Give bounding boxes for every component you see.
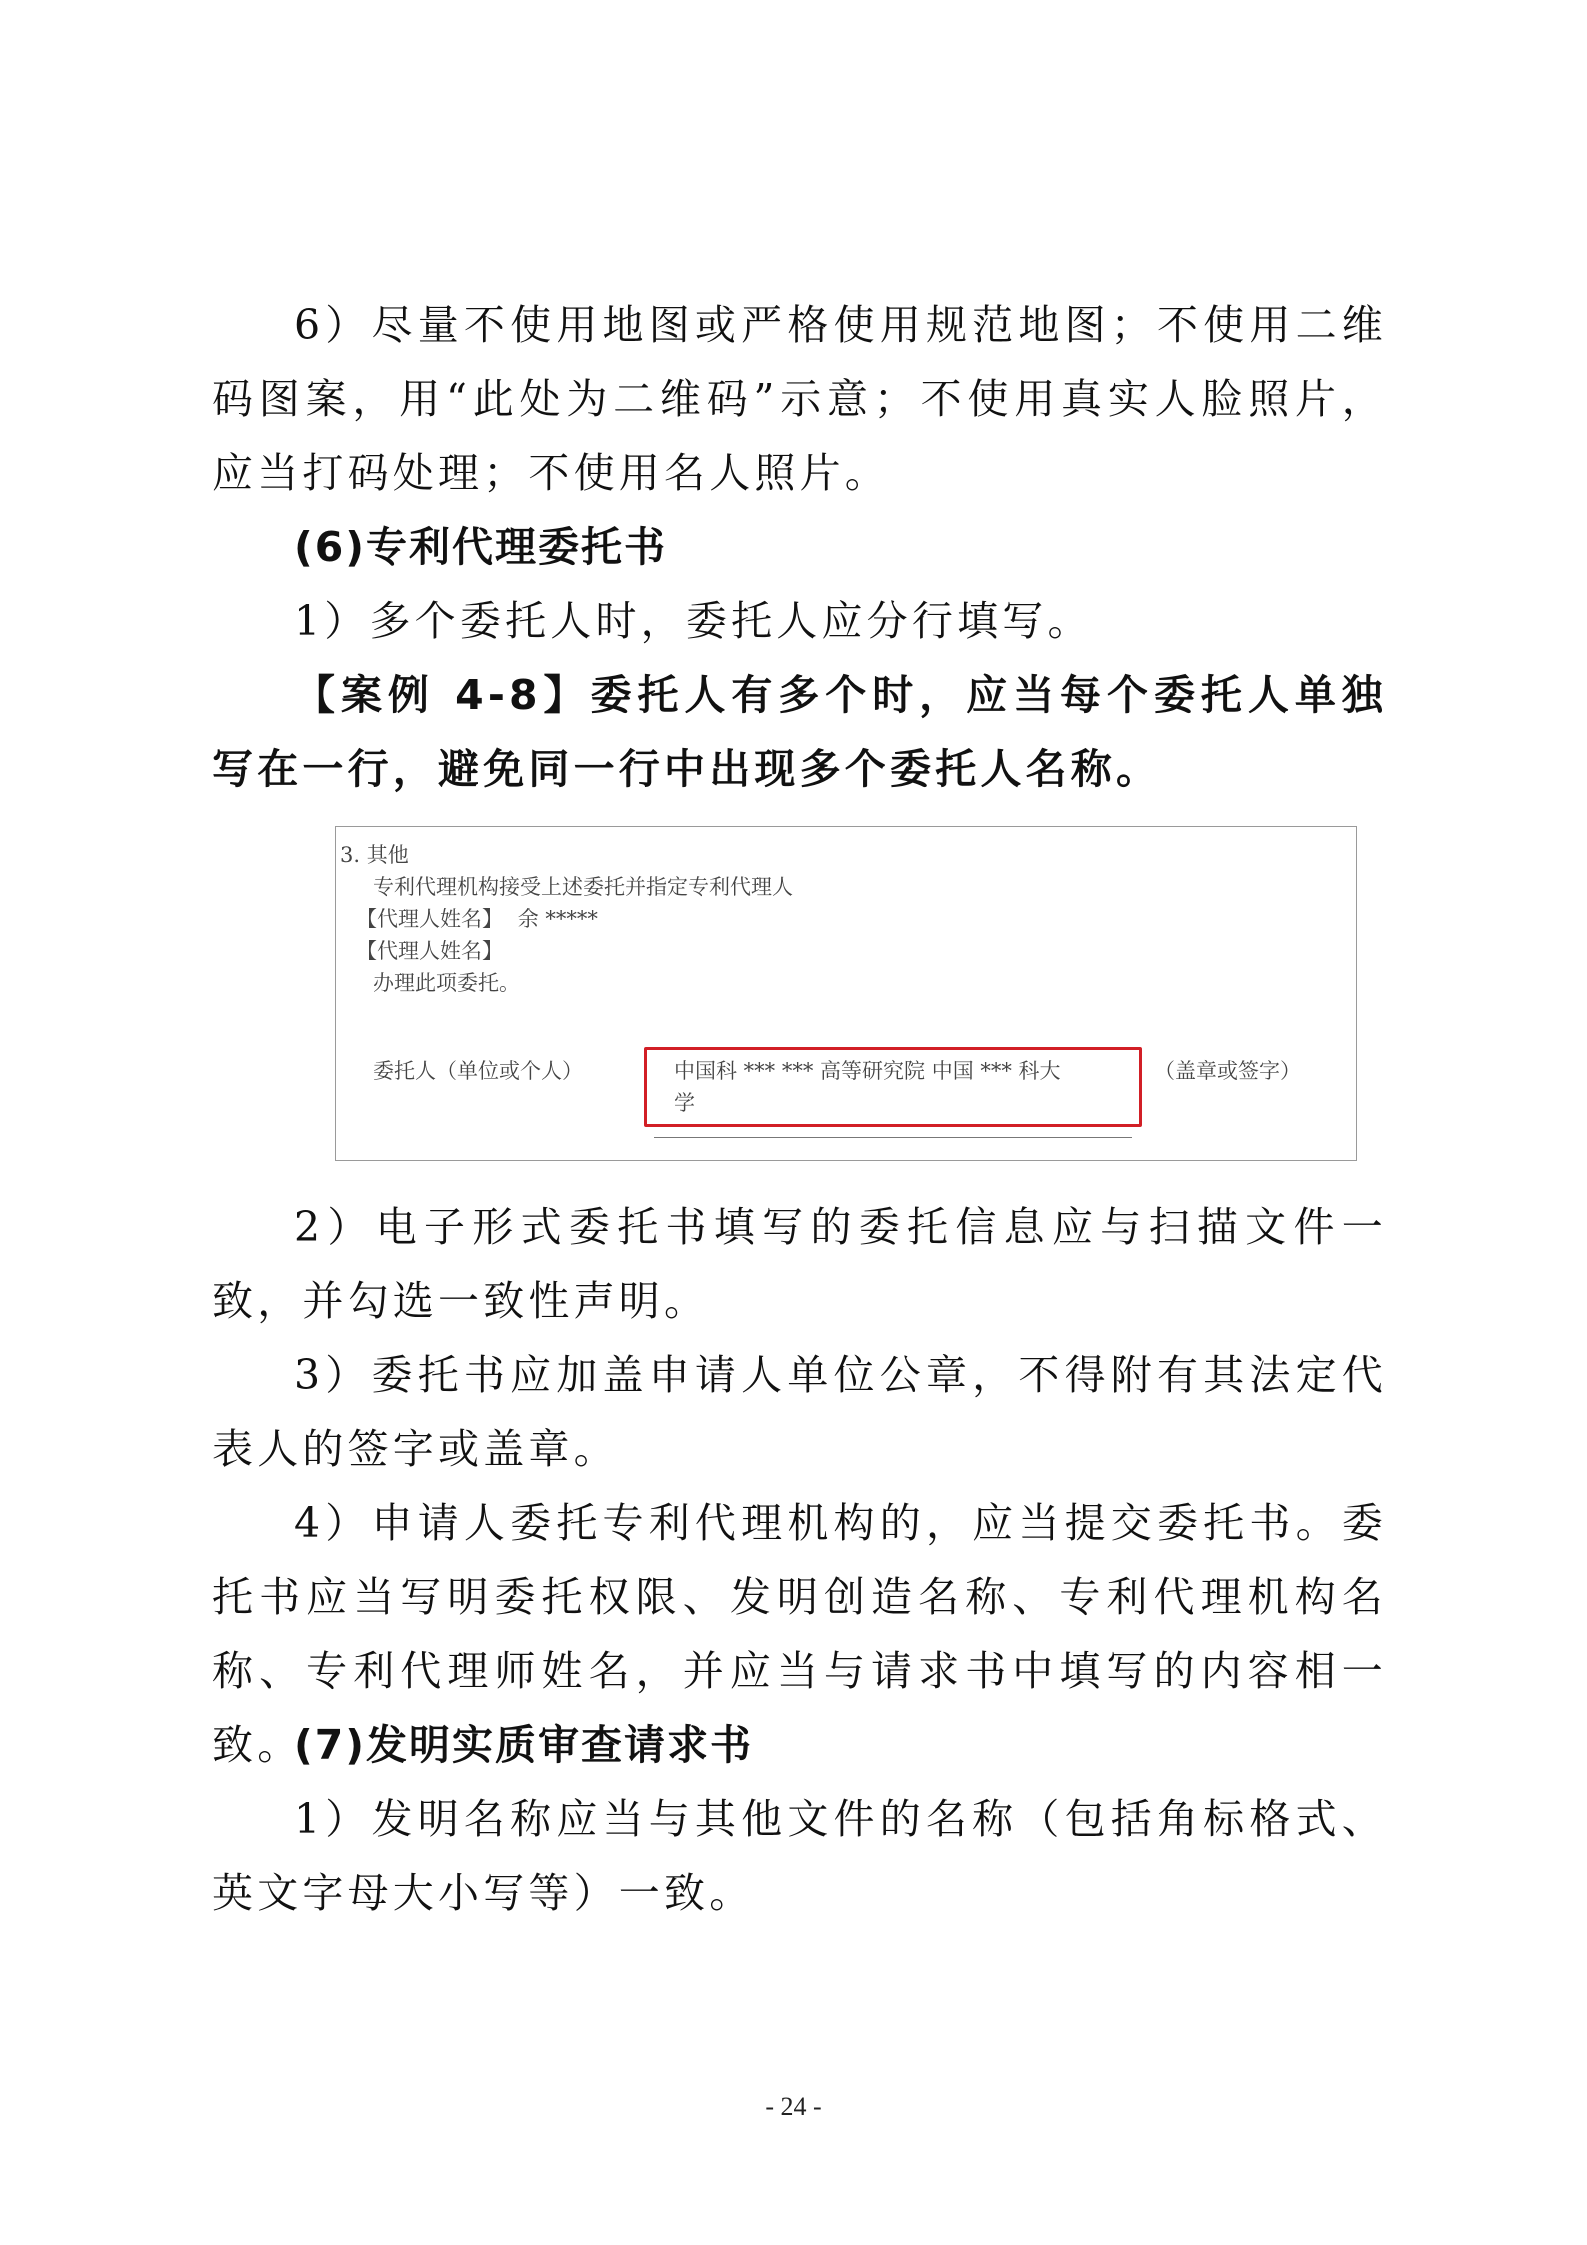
- paragraph-item-2-electronic-form: 2）电子形式委托书填写的委托信息应与扫描文件一致，并勾选一致性声明。: [212, 1203, 1387, 1325]
- page-number: - 24 -: [765, 2092, 822, 2121]
- paragraph-item-1-invention-name: 1）发明名称应当与其他文件的名称（包括角标格式、英文字母大小写等）一致。: [212, 1795, 1387, 1917]
- figure-agent-1: [356, 903, 598, 933]
- section-heading-6: (6)专利代理委托书: [294, 523, 668, 571]
- section-heading-7: (7)发明实质审查请求书: [294, 1721, 754, 1769]
- signature-note: （盖章或签字）: [1154, 1059, 1301, 1083]
- paragraph-item-4-agency: 4）申请人委托专利代理机构的，应当提交委托书。委托书应当写明委托权限、发明创造名称、专利代理机构名称、专利代理师姓名，并应当与请求书中填写的内容相一致。: [212, 1499, 1387, 1769]
- principal-value-line-1: 中国科 *** *** 高等研究院 中国 *** 科大: [674, 1059, 1061, 1083]
- principal-value-line-2: 学: [674, 1091, 695, 1115]
- case-label: 【案例 4-8】: [294, 671, 591, 719]
- figure-line-accept: 专利代理机构接受上述委托并指定专利代理人: [373, 875, 793, 899]
- figure-section-title: 3. 其他: [340, 843, 409, 867]
- agent-2-label: 【代理人姓名】: [356, 939, 503, 963]
- principal-label: 委托人（单位或个人）: [373, 1059, 583, 1083]
- paragraph-item-6: 6）尽量不使用地图或严格使用规范地图；不使用二维码图案，用“此处为二维码”示意；不使用真实人脸照片，应当打码处理；不使用名人照片。: [212, 301, 1387, 497]
- figure-line-handle: 办理此项委托。: [373, 971, 520, 995]
- proxy-form-figure: [335, 826, 1357, 1161]
- case-4-8-paragraph: [212, 658, 1387, 806]
- agent-1-value: 余 *****: [517, 907, 598, 931]
- agent-1-label: 【代理人姓名】: [356, 907, 503, 931]
- case-text: 委托人有多个时，应当每个委托人单独写在一行，避免同一行中出现多个委托人名称。: [212, 671, 1387, 793]
- paragraph-item-1-multiple-principals: 1）多个委托人时，委托人应分行填写。: [294, 597, 1093, 645]
- signature-underline: [654, 1137, 1132, 1138]
- paragraph-item-3-seal: 3）委托书应加盖申请人单位公章，不得附有其法定代表人的签字或盖章。: [212, 1351, 1387, 1473]
